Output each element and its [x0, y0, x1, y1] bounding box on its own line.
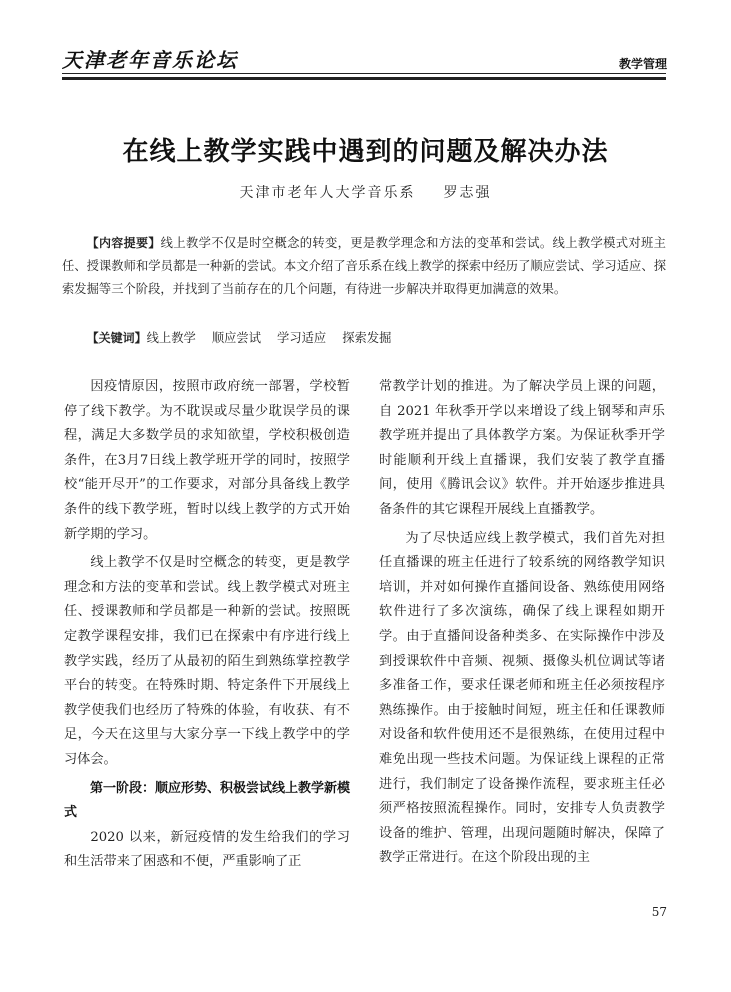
page-number: 57	[651, 905, 667, 919]
body-column-left	[64, 375, 350, 875]
keyword: 学习适应	[277, 331, 327, 345]
byline	[0, 182, 731, 202]
abstract	[62, 232, 666, 301]
journal-logo: 天津老年音乐论坛	[62, 48, 238, 72]
keyword: 顺应尝试	[211, 331, 262, 345]
body-paragraph: 2020 以来，新冠疫情的发生给我们的学习和生活带来了困惑和不便，严重影响了正	[64, 829, 350, 870]
body-paragraph-continued: 常教学计划的推进。为了解决学员上课的问题，自 2021 年秋季开学以来增设了线上钢琴和声乐教学班并提出了具体教学方案。为保证秋季开学时能顺利开线上直播课，我们安装了教学直播间，使用《腾讯会议》软件。并开始逐步推进具备条件的其它课程开展线上直播教学。	[379, 379, 665, 517]
keyword: 线上教学	[146, 331, 196, 345]
section-label: 教学管理	[618, 57, 667, 71]
section-heading: 第一阶段：顺应形势、积极尝试线上教学新模式	[64, 780, 351, 821]
header-rule	[62, 73, 666, 74]
abstract-label: 【内容提要】	[86, 236, 161, 250]
abstract-text: 线上教学不仅是时空概念的转变，更是教学理念和方法的变革和尝试。线上教学模式对班主任、授课教师和学员都是一种新的尝试。本文介绍了音乐系在线上教学的探索中经历了顺应尝试、学习适应、探索发掘等三个阶段，并找到了当前存在的几个问题，有待进一步解决并取得更加满意的效果。	[62, 236, 666, 296]
body-column-right	[379, 375, 665, 871]
author-name: 罗志强	[443, 185, 492, 201]
keywords-label: 【关键词】	[86, 331, 147, 345]
body-paragraph: 因疫情原因，按照市政府统一部署，学校暂停了线下教学。为不耽误或尽量少耽误学员的课程，满足大多数学员的求知欲望，学校积极创造条件，在3月7日线上教学班开学的同时，按照学校“能开尽开”的工作要求，对部分具备线上教学条件的线下教学班，暂时以线上教学的方式开始新学期的学习。	[64, 379, 350, 542]
header-rule-thick	[62, 77, 666, 80]
keyword: 探索发掘	[342, 331, 392, 345]
keywords	[62, 327, 666, 350]
author-affiliation: 天津市老年人大学音乐系	[239, 185, 416, 201]
body-paragraph: 线上教学不仅是时空概念的转变，更是教学理念和方法的变革和尝试。线上教学模式对班主任、授课教师和学员都是一种新的尝试。按照既定教学课程安排，我们已在探索中有序进行线上教学实践，经历了从最初的陌生到熟练掌控教学平台的转变。在特殊时期、特定条件下开展线上教学使我们也经历了特殊的体验，有收获、有不足，今天在这里与大家分享一下线上教学中的学习体会。	[64, 555, 350, 767]
body-paragraph: 为了尽快适应线上教学模式，我们首先对担任直播课的班主任进行了较系统的网络教学知识培训，并对如何操作直播间设备、熟练使用网络软件进行了多次演练，确保了线上课程如期开学。由于直播间设备种类多、在实际操作中涉及到授课软件中音频、视频、摄像头机位调试等诸多准备工作，要求任课老师和班主任必须按程序熟练操作。由于接触时间短，班主任和任课教师对设备和软件使用还不是很熟练，在使用过程中难免出现一些技术问题。为保证线上课程的正常进行，我们制定了设备操作流程，要求班主任必须严格按照流程操作。同时，安排专人负责教学设备的维护、管理，出现问题随时解决，保障了教学正常进行。在这个阶段出现的主	[379, 530, 665, 866]
article-title: 在线上教学实践中遇到的问题及解决办法	[122, 137, 609, 167]
